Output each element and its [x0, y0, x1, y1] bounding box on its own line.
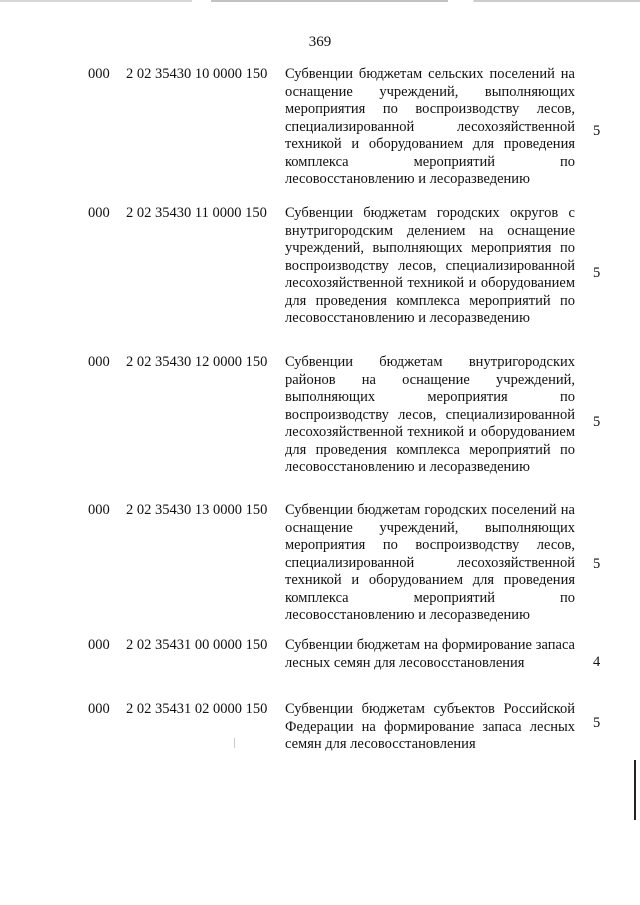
admin-code: 000: [88, 502, 110, 518]
budget-code: 2 02 35430 13 0000 150: [126, 502, 268, 518]
row-value: 5: [593, 556, 601, 572]
admin-code: 000: [88, 205, 110, 221]
row-value: 5: [593, 123, 601, 139]
row-value: 5: [593, 414, 601, 430]
scan-edge-mark: [634, 760, 636, 820]
row-description: Субвенции бюджетам сельских поселений на оснащение учреждений, выполняющих мероприятия по воспроизводству лесов, специализированной лесохозяйственной техникой и оборудованием для проведения комплекса мероприятий по лесовосстановлению и лесоразведению: [285, 66, 575, 187]
row-value: 4: [593, 654, 601, 670]
row-description: Субвенции бюджетам на формирование запаса лесных семян для лесовосстановления: [285, 637, 575, 671]
admin-code: 000: [88, 354, 110, 370]
admin-code: 000: [88, 637, 110, 653]
row-value: 5: [593, 715, 601, 731]
budget-code: 2 02 35431 00 0000 150: [126, 637, 268, 653]
budget-code: 2 02 35430 12 0000 150: [126, 354, 268, 370]
row-description: Субвенции бюджетам городских округов с внутригородским делением на оснащение учреждений, выполняющих мероприятия по воспроизводству лесов, специализированной лесохозяйственной техникой и оборудованием для проведения комплекса мероприятий по лесовосстановлению и лесоразведению: [285, 205, 575, 326]
scan-speck: [234, 738, 235, 748]
page-number: 369: [308, 34, 332, 50]
row-description: Субвенции бюджетам городских поселений на оснащение учреждений, выполняющих мероприятия по воспроизводству лесов, специализированной лесохозяйственной техникой и оборудованием для проведения комплекса мероприятий по лесовосстановлению и лесоразведению: [285, 502, 575, 623]
budget-code: 2 02 35430 10 0000 150: [126, 66, 268, 82]
budget-code: 2 02 35430 11 0000 150: [126, 205, 267, 221]
budget-code: 2 02 35431 02 0000 150: [126, 701, 268, 717]
top-scan-border: [0, 0, 640, 2]
admin-code: 000: [88, 66, 110, 82]
row-description: Субвенции бюджетам внутригородских районов на оснащение учреждений, выполняющих мероприятия по воспроизводству лесов, специализированной лесохозяйственной техникой и оборудованием для проведения комплекса мероприятий по лесовосстановлению и лесоразведению: [285, 354, 575, 475]
row-value: 5: [593, 265, 601, 281]
row-description: Субвенции бюджетам субъектов Российской Федерации на формирование запаса лесных семян для лесовосстановления: [285, 701, 575, 752]
admin-code: 000: [88, 701, 110, 717]
